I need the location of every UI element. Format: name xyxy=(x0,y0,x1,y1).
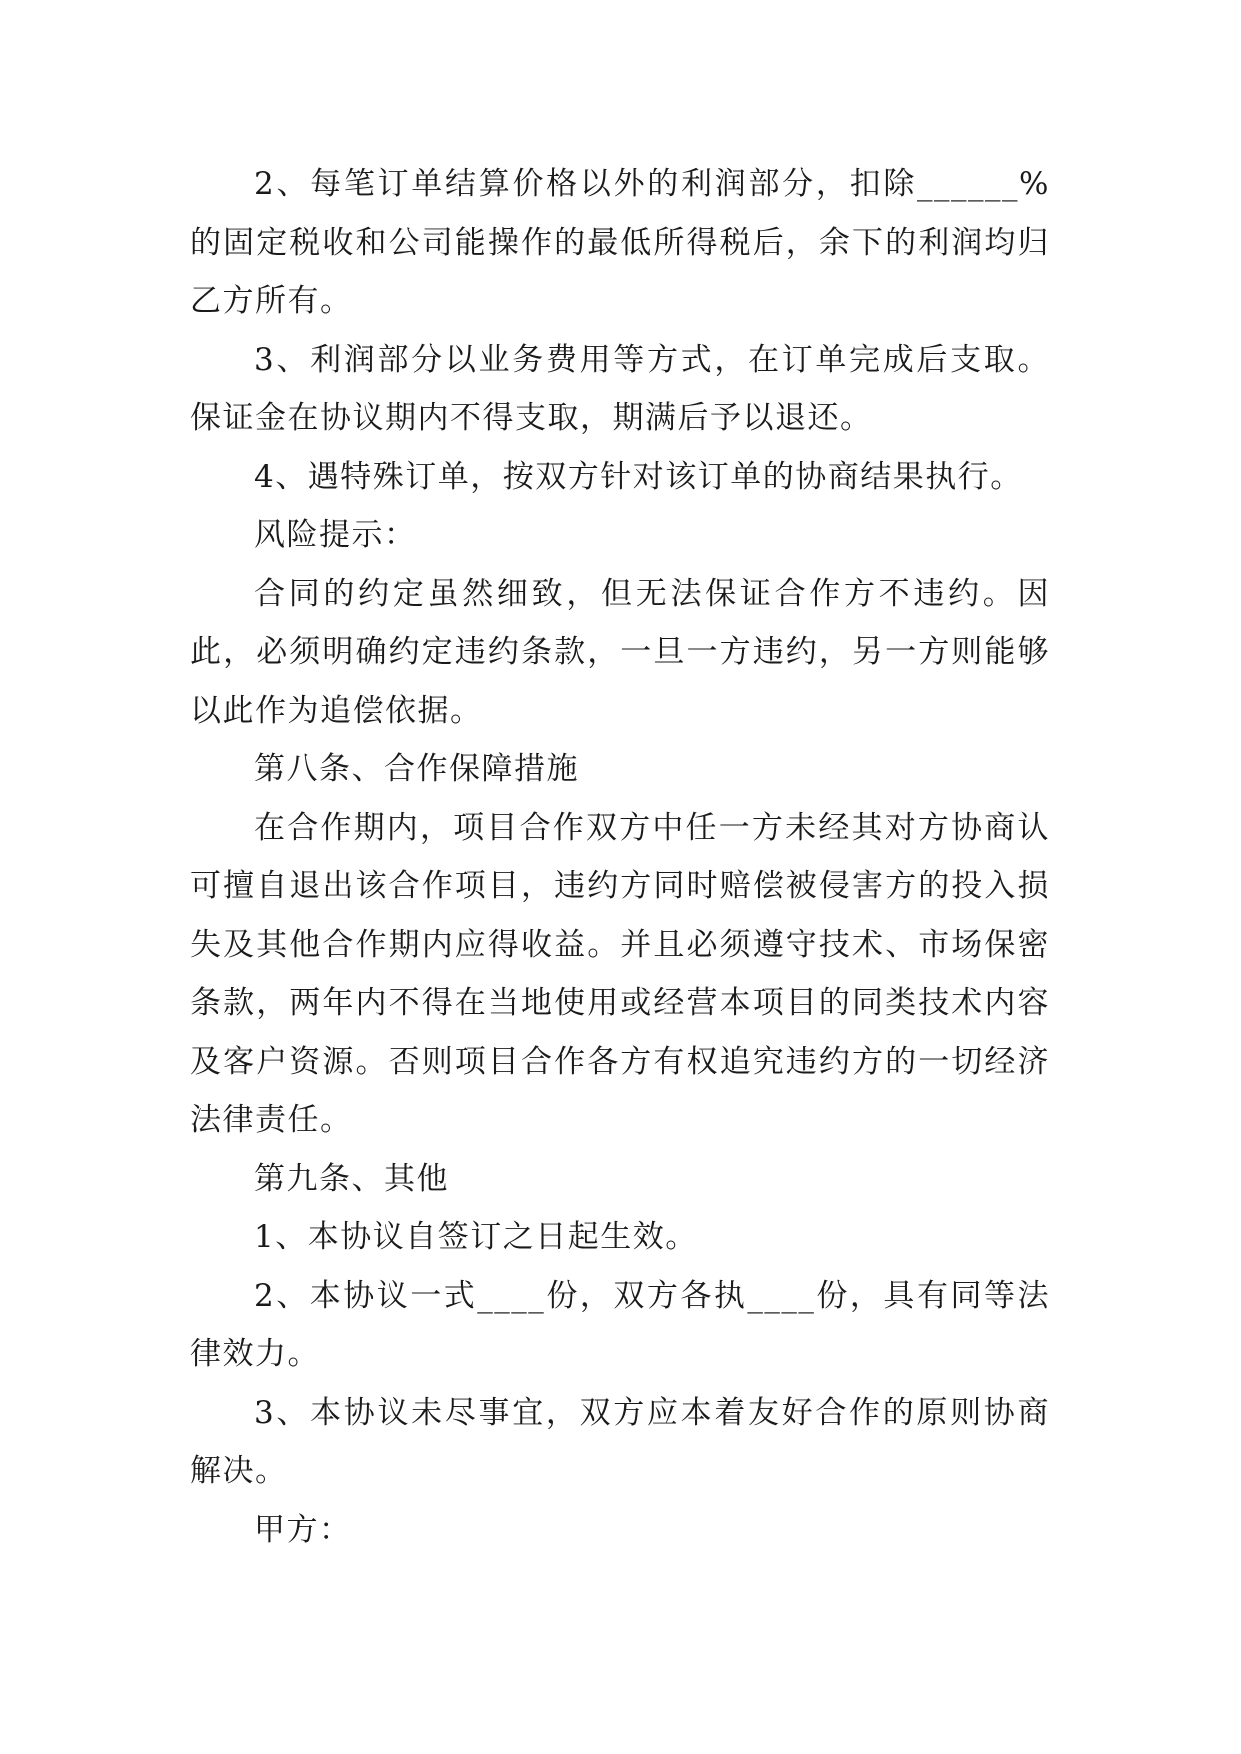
document-page xyxy=(190,155,1050,1559)
risk-notice-text: 合同的约定虽然细致，但无法保证合作方不违约。因此，必须明确约定违约条款，一旦一方违约，另一方则能够以此作为追偿依据。 xyxy=(190,575,1050,729)
clause-4-special-orders: 4、遇特殊订单，按双方针对该订单的协商结果执行。 xyxy=(254,458,1023,495)
risk-notice-heading: 风险提示： xyxy=(254,517,417,553)
clause-3-profit-withdrawal: 3、利润部分以业务费用等方式，在订单完成后支取。保证金在协议期内不得支取，期满后予以退还。 xyxy=(190,341,1050,436)
article-8-text: 在合作期内，项目合作双方中任一方未经其对方协商认可擅自退出该合作项目，违约方同时赔偿被侵害方的投入损失及其他合作期内应得收益。并且必须遵守技术、市场保密条款，两年内不得在当地使用或经营本项目的同类技术内容及客户资源。否则项目合作各方有权追究违约方的一切经济法律责任。 xyxy=(190,809,1050,1138)
article-9-heading: 第九条、其他 xyxy=(254,1160,449,1197)
party-a-signature-label: 甲方： xyxy=(254,1511,352,1548)
article-9-item-1: 1、本协议自签订之日起生效。 xyxy=(254,1219,698,1255)
clause-2-profit-split: 2、每笔订单结算价格以外的利润部分，扣除______%的固定税收和公司能操作的最低所得税后，余下的利润均归乙方所有。 xyxy=(190,166,1050,319)
article-8-heading: 第八条、合作保障措施 xyxy=(254,751,579,787)
article-9-item-3: 3、本协议未尽事宜，双方应本着友好合作的原则协商解决。 xyxy=(190,1394,1050,1489)
article-9-item-2: 2、本协议一式____份，双方各执____份，具有同等法律效力。 xyxy=(190,1277,1050,1372)
